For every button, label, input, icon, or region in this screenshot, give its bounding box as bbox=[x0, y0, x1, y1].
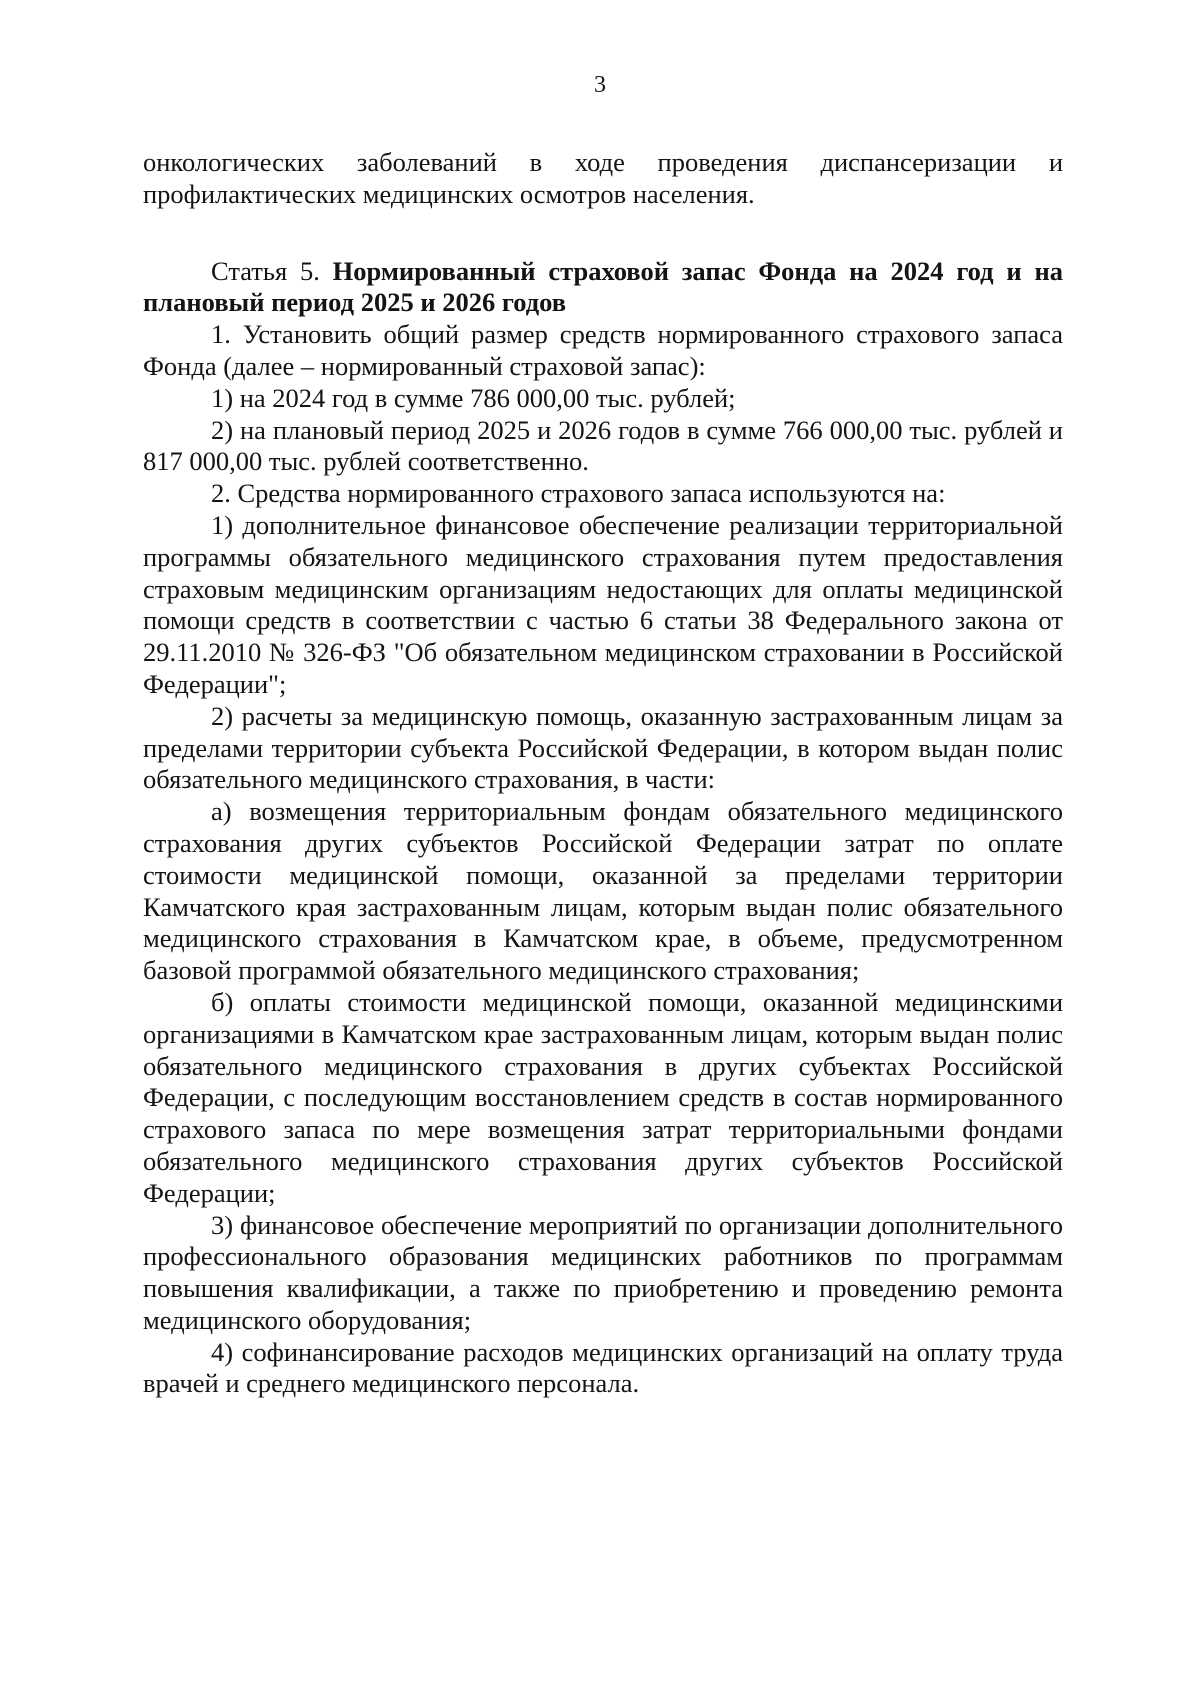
paragraph-2-item-2: 2) расчеты за медицинскую помощь, оказанную застрахованным лицам за пределами территории субъекта Российской Федерации, в котором выдан полис обязательного медицинского страхования, в части: bbox=[143, 700, 1063, 795]
paragraph-2: 2. Средства нормированного страхового запаса используются на: bbox=[211, 478, 946, 509]
article-label: Статья 5. bbox=[211, 255, 333, 286]
paragraph-1-item-2: 2) на плановый период 2025 и 2026 годов в сумме 766 000,00 тыс. рублей и 817 000,00 тыс. рублей соответственно. bbox=[143, 414, 1063, 477]
paragraph-2-item-4: 4) софинансирование расходов медицинских организаций на оплату труда врачей и среднего медицинского персонала. bbox=[143, 1336, 1063, 1399]
intro-paragraph: онкологических заболеваний в ходе проведения диспансеризации и профилактических медицинских осмотров населения. bbox=[143, 147, 1063, 209]
article-title: Нормированный страховой запас Фонда на 2024 год и на плановый период 2025 и 2026 годов bbox=[143, 255, 1063, 318]
paragraph-2-item-3: 3) финансовое обеспечение мероприятий по организации дополнительного профессионального образования медицинских работников по программам повышения квалификации, а также по приобретению и проведению ремонта медицинского оборудования; bbox=[143, 1209, 1063, 1335]
paragraph-2-item-1: 1) дополнительное финансовое обеспечение реализации территориальной программы обязательного медицинского страхования путем предоставления страховым медицинским организациям недостающих для оплаты медицинской помощи средств в соответствии с частью 6 статьи 38 Федерального закона от 29.11.2010 № 326-ФЗ "Об обязательном медицинском страховании в Российской Федерации"; bbox=[143, 509, 1063, 699]
page-number: 3 bbox=[594, 72, 606, 98]
paragraph-2-item-2-b: б) оплаты стоимости медицинской помощи, оказанной медицинскими организациями в Камчатском крае застрахованным лицам, которым выдан полис обязательного медицинского страхования в других субъектах Российской Федерации, с последующим восстановлением средств в состав нормированного страхового запаса по мере возмещения затрат территориальными фондами обязательного медицинского страхования других субъектов Российской Федерации; bbox=[143, 986, 1063, 1208]
paragraph-2-item-2-a: а) возмещения территориальным фондам обязательного медицинского страхования других субъектов Российской Федерации затрат по оплате стоимости медицинской помощи, оказанной за пределами территории Камчатского края застрахованным лицам, которым выдан полис обязательного медицинского страхования в Камчатском крае, в объеме, предусмотренном базовой программой обязательного медицинского страхования; bbox=[143, 796, 1063, 986]
document-body bbox=[143, 147, 1063, 1400]
paragraph-1-item-1: 1) на 2024 год в сумме 786 000,00 тыс. рублей; bbox=[211, 382, 736, 413]
paragraph-1: 1. Установить общий размер средств нормированного страхового запаса Фонда (далее – нормированный страховой запас): bbox=[143, 319, 1063, 381]
article-heading bbox=[143, 256, 1063, 320]
